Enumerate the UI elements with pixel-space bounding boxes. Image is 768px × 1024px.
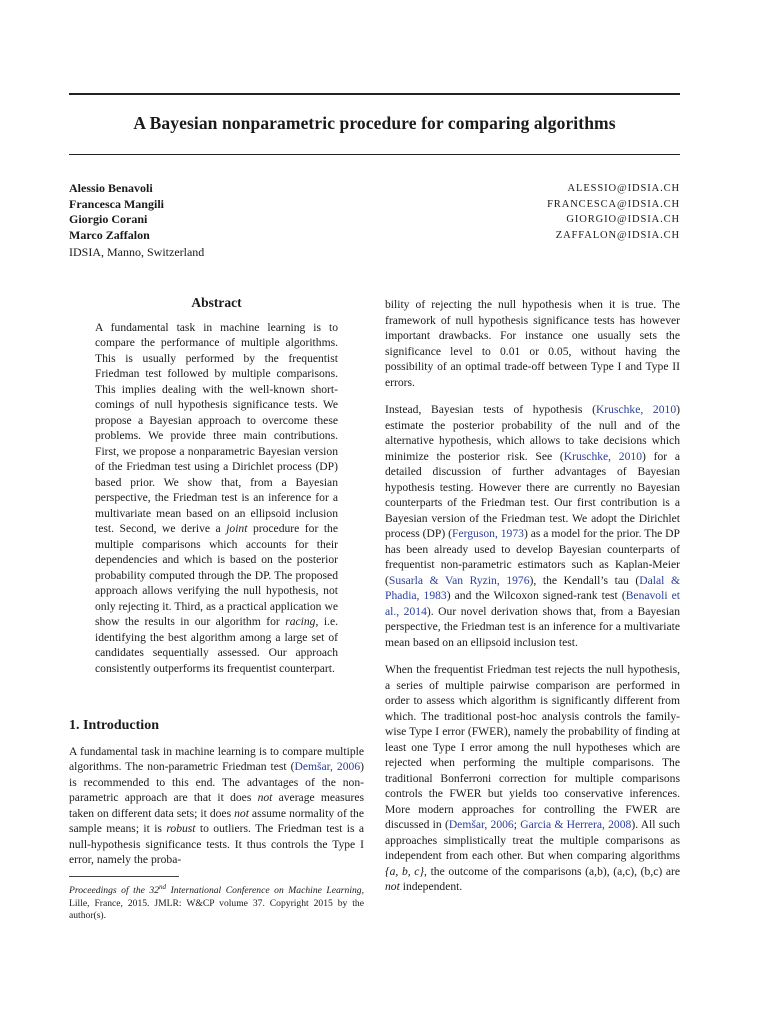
citation-link[interactable]: Kruschke, 2010 bbox=[595, 403, 677, 416]
author-name: Marco Zaffalon bbox=[69, 227, 150, 242]
math-set: {a, b, c} bbox=[385, 864, 425, 878]
affiliation: IDSIA, Manno, Switzerland bbox=[69, 245, 205, 259]
introduction-section bbox=[69, 718, 364, 880]
emphasis: not bbox=[234, 806, 249, 820]
right-column bbox=[385, 297, 680, 907]
text: average measures taken on different data sets; it does bbox=[69, 791, 364, 820]
emphasis: not bbox=[257, 791, 273, 804]
footnote-part: nd bbox=[159, 883, 167, 891]
text: ; bbox=[513, 818, 521, 831]
abstract-text-part: A fundamental task in machine learning is to compare the performance of multiple algorithms. This is usually performed by the frequentist Friedman test followed by multiple comparisons. This implies dealing with the well-known short-comings of null hypothesis significance tests. We propose a Bayesian approach to overcome these problems. We provide three main contributions. First, we propose a nonparametric Bayesian version of the Friedman test using a Dirichlet process (DP) based prior. We show that, from a Bayesian perspective, the Friedman test is an inference for a multivariate mean based on an ellipsoid inclusion test. Second, we derive a bbox=[95, 320, 338, 535]
abstract-text bbox=[95, 320, 338, 677]
abstract-text-part: procedure for the multiple comparisons which accounts for their dependencies and which is based on the posterior probability computed through the DP. The proposed approach allows verifying the null hypothesis, not only rejecting it. Third, as a practical application we show the results in our algorithm for bbox=[95, 522, 338, 628]
text: ) and the Wilcoxon signed-rank test ( bbox=[446, 589, 626, 602]
citation-link[interactable]: Kruschke, 2010 bbox=[563, 449, 642, 463]
author-name: Giorgio Corani bbox=[69, 212, 148, 226]
author-email: ZAFFALON@IDSIA.CH bbox=[555, 229, 680, 241]
paragraph bbox=[385, 662, 680, 895]
footnote-part: , Lille, France, 2015. JMLR: W&CP volume 37. Copyright 2015 by the author(s). bbox=[69, 885, 365, 922]
emphasis: robust bbox=[166, 822, 196, 835]
abstract-section bbox=[95, 295, 338, 688]
emphasis: joint bbox=[226, 522, 248, 535]
paragraph bbox=[385, 402, 680, 650]
emphasis: racing bbox=[285, 615, 316, 628]
text: ). All such approaches simplistically treat the multiple comparisons as independent from each other. But when comparing algorithms bbox=[385, 818, 680, 862]
citation-link[interactable]: Demšar, 2006 bbox=[294, 760, 361, 773]
abstract-text-part: , i.e. identifying the best algorithm among a large set of candidates sequentially assessed. Our approach consistently outperforms its frequentist counterpart. bbox=[95, 615, 338, 675]
footnote-part: International Conference on Machine Learning bbox=[166, 885, 362, 897]
text: Instead, Bayesian tests of hypothesis ( bbox=[385, 403, 596, 416]
text: assume normality of the sample means; it is bbox=[69, 806, 364, 835]
title-bottom-rule bbox=[69, 154, 680, 155]
citation-link[interactable]: Demšar, 2006 bbox=[448, 818, 514, 831]
text: ) is recommended to this end. The advantages of the non-parametric approach are that it does bbox=[69, 760, 364, 804]
author-name: Francesca Mangili bbox=[69, 196, 164, 211]
author-email: ALESSIO@IDSIA.CH bbox=[567, 183, 680, 194]
text: independent. bbox=[399, 880, 463, 893]
citation-link[interactable]: Dalal & Phadia, 1983 bbox=[385, 573, 680, 602]
citation-link[interactable]: Garcia & Herrera, 2008 bbox=[520, 818, 632, 831]
citation-link[interactable]: Ferguson, 1973 bbox=[452, 527, 524, 540]
text: A fundamental task in machine learning is to compare multiple algorithms. The non-parametric Friedman test ( bbox=[69, 744, 364, 773]
author-name: Alessio Benavoli bbox=[69, 181, 153, 195]
footnote-rule bbox=[69, 876, 179, 877]
abstract-heading: Abstract bbox=[191, 295, 242, 310]
text: to outliers. The Friedman test is a null-hypothesis significance tests. It thus controls the Type I error, namely the proba- bbox=[69, 822, 364, 866]
email-list bbox=[547, 181, 680, 243]
top-rule bbox=[69, 93, 680, 95]
citation-link[interactable]: Benavoli et al., 2014 bbox=[385, 589, 680, 618]
text: ). Our novel derivation shows that, from a Bayesian perspective, the Friedman test is an inference for a multivariate mean based on an ellipsoid inclusion test. bbox=[385, 604, 680, 649]
footnote bbox=[69, 881, 364, 923]
author-email: FRANCESCA@IDSIA.CH bbox=[547, 198, 680, 210]
text: ) for a detailed discussion of further advantages of Bayesian hypothesis testing. However there are currently no Bayesian counterparts of the Friedman test. Our first contribution is a Bayesian version of the Friedman test. We adopt the Dirichlet process (DP) ( bbox=[385, 449, 680, 540]
paper-title: A Bayesian nonparametric procedure for comparing algorithms bbox=[133, 113, 616, 133]
text: ), the Kendall’s tau ( bbox=[529, 573, 640, 587]
text: ) as a model for the prior. The DP has been already used to develop Bayesian counterparts of frequentist non-parametric estimators such as Kaplan-Meier ( bbox=[385, 527, 680, 587]
footnote-part: Proceedings of the 32 bbox=[69, 885, 160, 897]
intro-paragraph bbox=[69, 744, 364, 868]
text: ) estimate the posterior probability of the null and of the alternative hypothesis, which allows to take decisions which minimize the posterior risk. See ( bbox=[385, 403, 680, 463]
section-heading: 1. Introduction bbox=[69, 718, 159, 733]
text: When the frequentist Friedman test rejects the null hypothesis, a series of multiple pairwise comparison are performed in order to assess which algorithm is significantly different from which. The traditional post-hoc analysis controls the family-wise Type I error (FWER), namely the probability of finding at least one Type I error among the null hypotheses which are rejected when performing the multiple comparisons. The traditional Bonferroni correction for multiple comparisons controls the FWER but yields too conservative inferences. More modern approaches for controlling the FWER are discussed in ( bbox=[385, 663, 680, 831]
emphasis: not bbox=[385, 880, 400, 893]
paragraph: bility of rejecting the null hypothesis when it is true. The framework of null hypothesis significance tests has however important drawbacks. For instance one usually sets the significance level to 0.01 or 0.05, without having the possibility of an optimal trade-off between Type I and Type II errors. bbox=[385, 298, 680, 389]
citation-link[interactable]: Susarla & Van Ryzin, 1976 bbox=[388, 573, 530, 587]
author-email: GIORGIO@IDSIA.CH bbox=[566, 214, 680, 225]
text: , the outcome of the comparisons (a,b), (a,c), (b,c) are bbox=[424, 864, 680, 878]
author-list bbox=[69, 181, 164, 243]
